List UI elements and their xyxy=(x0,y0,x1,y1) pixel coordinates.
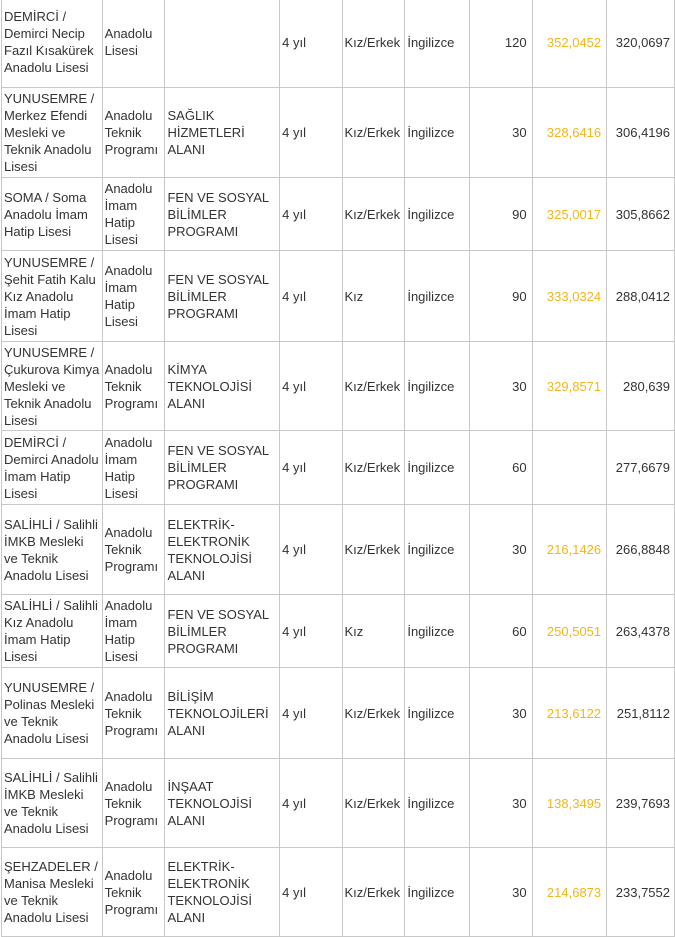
score-cell: 305,8662 xyxy=(607,178,675,251)
language-cell: İngilizce xyxy=(405,251,470,342)
field-cell: FEN VE SOSYAL BİLİMLER PROGRAMI xyxy=(165,595,280,668)
field-cell: FEN VE SOSYAL BİLİMLER PROGRAMI xyxy=(165,431,280,505)
language-cell: İngilizce xyxy=(405,342,470,431)
field-cell: FEN VE SOSYAL BİLİMLER PROGRAMI xyxy=(165,178,280,251)
quota-cell: 30 xyxy=(469,505,532,595)
score-cell: 266,8848 xyxy=(607,505,675,595)
score-cell: 306,4196 xyxy=(607,88,675,178)
school-name-cell: SALİHLİ / Salihli Kız Anadolu İmam Hatip Lisesi xyxy=(2,595,103,668)
field-cell: ELEKTRİK-ELEKTRONİK TEKNOLOJİSİ ALANI xyxy=(165,848,280,937)
table-row xyxy=(2,759,675,848)
previous-score-cell: 250,5051 xyxy=(532,595,607,668)
language-cell: İngilizce xyxy=(405,178,470,251)
duration-cell: 4 yıl xyxy=(280,251,342,342)
gender-cell: Kız/Erkek xyxy=(342,505,405,595)
table-row xyxy=(2,505,675,595)
table-row xyxy=(2,0,675,88)
schools-table xyxy=(1,0,675,937)
gender-cell: Kız/Erkek xyxy=(342,88,405,178)
score-cell: 288,0412 xyxy=(607,251,675,342)
school-name-cell: SOMA / Soma Anadolu İmam Hatip Lisesi xyxy=(2,178,103,251)
school-type-cell: Anadolu İmam Hatip Lisesi xyxy=(102,251,165,342)
score-cell: 320,0697 xyxy=(607,0,675,88)
quota-cell: 60 xyxy=(469,431,532,505)
gender-cell: Kız/Erkek xyxy=(342,178,405,251)
score-cell: 263,4378 xyxy=(607,595,675,668)
language-cell: İngilizce xyxy=(405,0,470,88)
previous-score-cell: 329,8571 xyxy=(532,342,607,431)
previous-score-cell xyxy=(532,431,607,505)
previous-score-cell: 352,0452 xyxy=(532,0,607,88)
field-cell: ELEKTRİK-ELEKTRONİK TEKNOLOJİSİ ALANI xyxy=(165,505,280,595)
field-cell: SAĞLIK HİZMETLERİ ALANI xyxy=(165,88,280,178)
gender-cell: Kız/Erkek xyxy=(342,342,405,431)
language-cell: İngilizce xyxy=(405,848,470,937)
language-cell: İngilizce xyxy=(405,431,470,505)
school-type-cell: Anadolu İmam Hatip Lisesi xyxy=(102,178,165,251)
school-name-cell: DEMİRCİ / Demirci Anadolu İmam Hatip Lisesi xyxy=(2,431,103,505)
quota-cell: 30 xyxy=(469,848,532,937)
school-name-cell: SALİHLİ / Salihli İMKB Mesleki ve Teknik Anadolu Lisesi xyxy=(2,759,103,848)
quota-cell: 30 xyxy=(469,88,532,178)
duration-cell: 4 yıl xyxy=(280,431,342,505)
school-type-cell: Anadolu Lisesi xyxy=(102,0,165,88)
language-cell: İngilizce xyxy=(405,595,470,668)
school-name-cell: YUNUSEMRE / Polinas Mesleki ve Teknik Anadolu Lisesi xyxy=(2,668,103,759)
gender-cell: Kız/Erkek xyxy=(342,431,405,505)
gender-cell: Kız xyxy=(342,595,405,668)
duration-cell: 4 yıl xyxy=(280,0,342,88)
table-row xyxy=(2,595,675,668)
school-type-cell: Anadolu Teknik Programı xyxy=(102,88,165,178)
school-name-cell: DEMİRCİ / Demirci Necip Fazıl Kısakürek Anadolu Lisesi xyxy=(2,0,103,88)
school-type-cell: Anadolu Teknik Programı xyxy=(102,505,165,595)
table-row xyxy=(2,431,675,505)
score-cell: 277,6679 xyxy=(607,431,675,505)
duration-cell: 4 yıl xyxy=(280,88,342,178)
school-type-cell: Anadolu Teknik Programı xyxy=(102,342,165,431)
school-type-cell: Anadolu İmam Hatip Lisesi xyxy=(102,431,165,505)
duration-cell: 4 yıl xyxy=(280,505,342,595)
duration-cell: 4 yıl xyxy=(280,178,342,251)
gender-cell: Kız/Erkek xyxy=(342,0,405,88)
language-cell: İngilizce xyxy=(405,88,470,178)
table-row xyxy=(2,848,675,937)
language-cell: İngilizce xyxy=(405,668,470,759)
duration-cell: 4 yıl xyxy=(280,668,342,759)
previous-score-cell: 216,1426 xyxy=(532,505,607,595)
previous-score-cell: 325,0017 xyxy=(532,178,607,251)
table-row xyxy=(2,668,675,759)
field-cell: BİLİŞİM TEKNOLOJİLERİ ALANI xyxy=(165,668,280,759)
quota-cell: 90 xyxy=(469,251,532,342)
score-cell: 280,639 xyxy=(607,342,675,431)
table-row xyxy=(2,178,675,251)
score-cell: 239,7693 xyxy=(607,759,675,848)
quota-cell: 30 xyxy=(469,668,532,759)
table-row xyxy=(2,251,675,342)
previous-score-cell: 328,6416 xyxy=(532,88,607,178)
previous-score-cell: 138,3495 xyxy=(532,759,607,848)
quota-cell: 30 xyxy=(469,759,532,848)
duration-cell: 4 yıl xyxy=(280,342,342,431)
field-cell xyxy=(165,0,280,88)
gender-cell: Kız/Erkek xyxy=(342,668,405,759)
school-type-cell: Anadolu İmam Hatip Lisesi xyxy=(102,595,165,668)
previous-score-cell: 333,0324 xyxy=(532,251,607,342)
duration-cell: 4 yıl xyxy=(280,759,342,848)
school-type-cell: Anadolu Teknik Programı xyxy=(102,848,165,937)
school-name-cell: YUNUSEMRE / Şehit Fatih Kalu Kız Anadolu İmam Hatip Lisesi xyxy=(2,251,103,342)
language-cell: İngilizce xyxy=(405,759,470,848)
gender-cell: Kız xyxy=(342,251,405,342)
field-cell: İNŞAAT TEKNOLOJİSİ ALANI xyxy=(165,759,280,848)
language-cell: İngilizce xyxy=(405,505,470,595)
quota-cell: 30 xyxy=(469,342,532,431)
gender-cell: Kız/Erkek xyxy=(342,848,405,937)
quota-cell: 120 xyxy=(469,0,532,88)
table-row xyxy=(2,88,675,178)
score-cell: 233,7552 xyxy=(607,848,675,937)
quota-cell: 60 xyxy=(469,595,532,668)
table-row xyxy=(2,342,675,431)
field-cell: KİMYA TEKNOLOJİSİ ALANI xyxy=(165,342,280,431)
duration-cell: 4 yıl xyxy=(280,848,342,937)
duration-cell: 4 yıl xyxy=(280,595,342,668)
field-cell: FEN VE SOSYAL BİLİMLER PROGRAMI xyxy=(165,251,280,342)
gender-cell: Kız/Erkek xyxy=(342,759,405,848)
quota-cell: 90 xyxy=(469,178,532,251)
school-type-cell: Anadolu Teknik Programı xyxy=(102,759,165,848)
table-body xyxy=(2,0,675,937)
previous-score-cell: 214,6873 xyxy=(532,848,607,937)
score-cell: 251,8112 xyxy=(607,668,675,759)
school-name-cell: YUNUSEMRE / Merkez Efendi Mesleki ve Teknik Anadolu Lisesi xyxy=(2,88,103,178)
school-name-cell: ŞEHZADELER / Manisa Mesleki ve Teknik Anadolu Lisesi xyxy=(2,848,103,937)
school-name-cell: YUNUSEMRE / Çukurova Kimya Mesleki ve Teknik Anadolu Lisesi xyxy=(2,342,103,431)
school-name-cell: SALİHLİ / Salihli İMKB Mesleki ve Teknik Anadolu Lisesi xyxy=(2,505,103,595)
school-type-cell: Anadolu Teknik Programı xyxy=(102,668,165,759)
previous-score-cell: 213,6122 xyxy=(532,668,607,759)
